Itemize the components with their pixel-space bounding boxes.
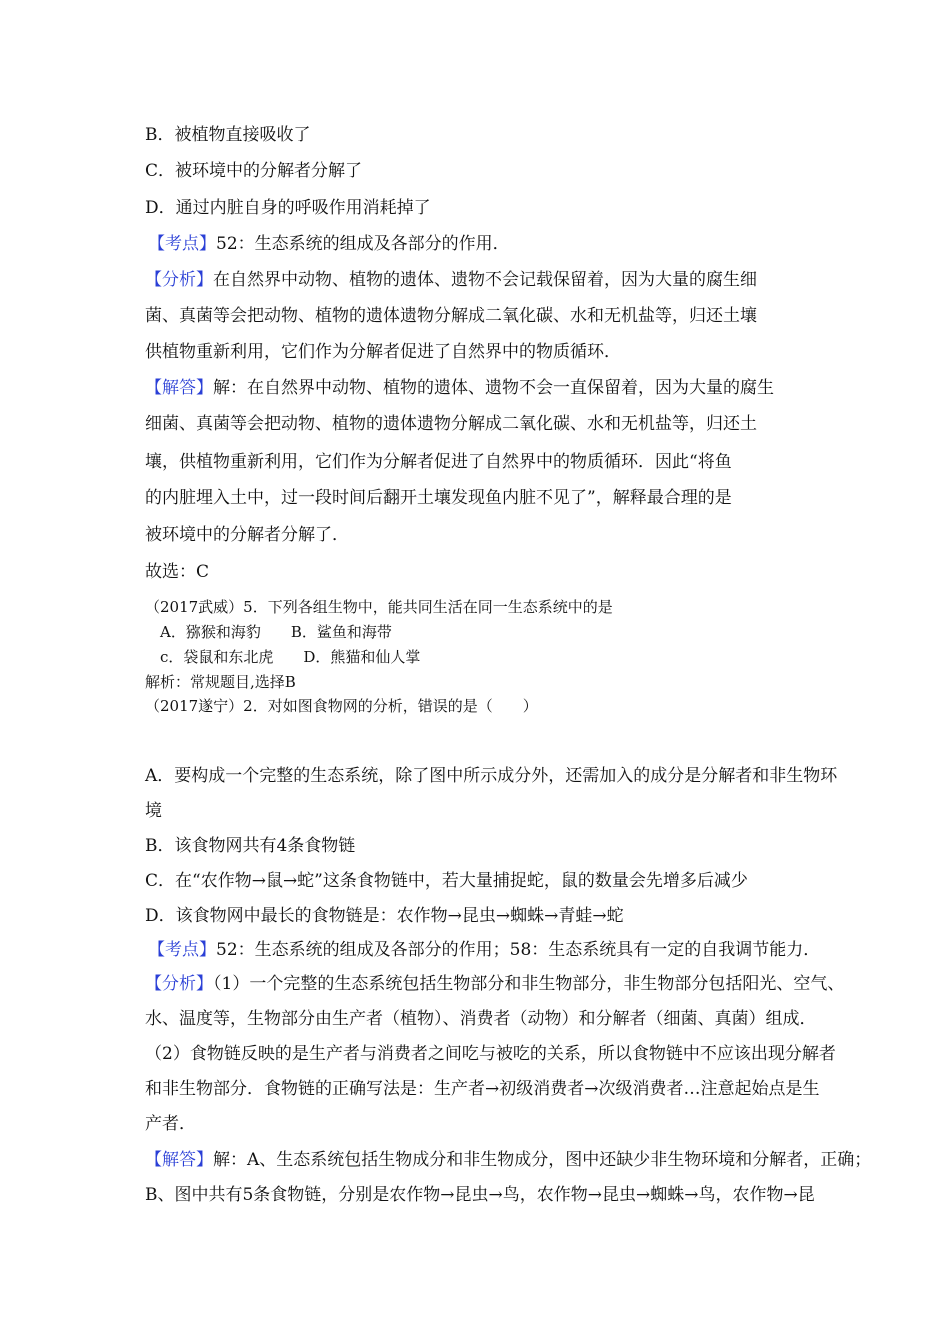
q1-fenxi-line-1 [145,269,757,291]
q1-answer: 故选：C [145,562,210,582]
q1-kaodian-text: 52：生态系统的组成及各部分的作用． [216,234,510,254]
q3-kaodian-text: 52：生态系统的组成及各部分的作用；58：生态系统具有一定的自我调节能力． [216,940,821,960]
q1-jieda-text: 解：在自然界中动物、植物的遗体、遗物不会一直保留着，因为大量的腐生 [213,378,774,398]
q3-jieda-text: 解：A、生态系统包括生物成分和非生物成分，图中还缺少非生物环境和分解者，正确； [213,1150,872,1170]
q1-kaodian-tag: 【考点】 [148,234,216,254]
q1-fenxi-tag: 【分析】 [145,270,213,290]
q3-jieda-line-2: B、图中共有5条食物链，分别是农作物→昆虫→鸟，农作物→昆虫→蜘蛛→鸟，农作物→昆 [145,1185,815,1205]
q3-fenxi-tag: 【分析】 [145,974,213,994]
q1-kaodian [148,233,510,255]
q3-stem: （2017遂宁）2．对如图食物网的分析，错误的是（ ） [145,697,538,715]
q3-kaodian [148,939,820,961]
q3-kaodian-tag: 【考点】 [148,940,216,960]
q1-jieda-tag: 【解答】 [145,378,213,398]
q3-fenxi-text: （1）一个完整的生态系统包括生物部分和非生物部分，非生物部分包括阳光、空气、 [213,974,845,994]
q1-fenxi-text: 在自然界中动物、植物的遗体、遗物不会记载保留着，因为大量的腐生细 [213,270,757,290]
q1-jieda-line-4: 的内脏埋入土中，过一段时间后翻开土壤发现鱼内脏不见了”，解释最合理的是 [145,488,732,508]
q1-option-d: D．通过内脏自身的呼吸作用消耗掉了 [145,198,431,218]
q1-jieda-line-2: 细菌、真菌等会把动物、植物的遗体遗物分解成二氧化碳、水和无机盐等，归还土 [145,414,757,434]
q3-option-d: D．该食物网中最长的食物链是：农作物→昆虫→蜘蛛→青蛙→蛇 [145,906,624,926]
q1-fenxi-line-2: 菌、真菌等会把动物、植物的遗体遗物分解成二氧化碳、水和无机盐等，归还土壤 [145,306,757,326]
q1-jieda-line-1 [145,377,774,399]
q1-jieda-line-3: 壤，供植物重新利用，它们作为分解者促进了自然界中的物质循环．因此“将鱼 [145,452,732,472]
q2-stem: （2017武威）5．下列各组生物中，能共同生活在同一生态系统中的是 [145,598,613,616]
q3-fenxi-line-5: 产者． [145,1114,196,1134]
q1-jieda-line-5: 被环境中的分解者分解了． [145,525,349,545]
q3-jieda-line-1 [145,1149,871,1171]
q1-option-c: C．被环境中的分解者分解了 [145,161,363,181]
q3-option-a-line-1: A．要构成一个完整的生态系统，除了图中所示成分外，还需加入的成分是分解者和非生物环 [145,766,838,786]
q2-options-row-2: c．袋鼠和东北虎 D．熊猫和仙人掌 [160,648,421,666]
q3-jieda-tag: 【解答】 [145,1150,213,1170]
q3-fenxi-line-4: 和非生物部分．食物链的正确写法是：生产者→初级消费者→次级消费者…注意起始点是生 [145,1079,820,1099]
q3-fenxi-line-1 [145,973,844,995]
q3-fenxi-line-3: （2）食物链反映的是生产者与消费者之间吃与被吃的关系，所以食物链中不应该出现分解者 [145,1044,836,1064]
q1-fenxi-line-3: 供植物重新利用，它们作为分解者促进了自然界中的物质循环． [145,342,621,362]
q3-fenxi-line-2: 水、温度等，生物部分由生产者（植物）、消费者（动物）和分解者（细菌、真菌）组成． [145,1009,817,1029]
q3-option-a-line-2: 境 [145,801,162,821]
q3-option-b: B．该食物网共有4条食物链 [145,836,356,856]
q2-analysis: 解析：常规题目,选择B [145,673,296,691]
q3-option-c: C．在“农作物→鼠→蛇”这条食物链中，若大量捕捉蛇，鼠的数量会先增多后减少 [145,871,748,891]
q1-option-b: B．被植物直接吸收了 [145,125,311,145]
q2-options-row-1: A．猕猴和海豹 B．鲨鱼和海带 [160,623,392,641]
